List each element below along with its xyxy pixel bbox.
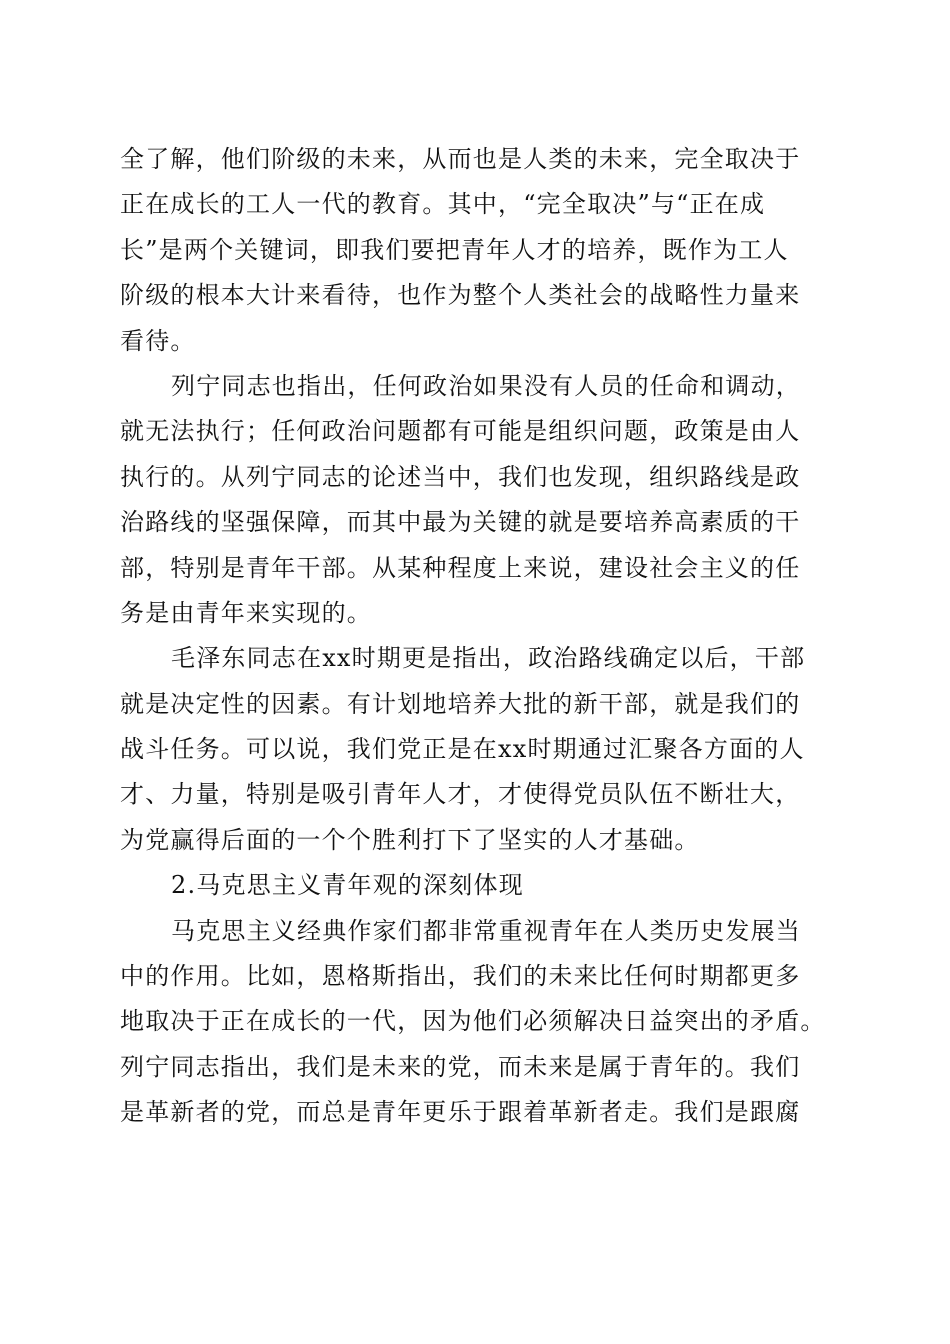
text-line: 战斗任务。可以说，我们党正是在xx时期通过汇聚各方面的人: [120, 735, 805, 764]
text-line: 正在成长的工人一代的教育。其中，“完全取决”与“正在成: [120, 190, 766, 219]
text-line: 列宁同志指出，我们是未来的党，而未来是属于青年的。我们: [120, 1052, 801, 1081]
text-line: 务是由青年来实现的。: [120, 598, 372, 627]
text-line: 是革新者的党，而总是青年更乐于跟着革新者走。我们是跟腐: [120, 1098, 801, 1127]
paragraph-start-line: 马克思主义经典作家们都非常重视青年在人类历史发展当: [171, 916, 801, 945]
text-line: 才、力量，特别是吸引青年人才，才使得党员队伍不断壮大，: [120, 780, 801, 809]
text-line: 部，特别是青年干部。从某种程度上来说，建设社会主义的任: [120, 553, 801, 582]
paragraph-start-line: 毛泽东同志在xx时期更是指出，政治路线确定以后，干部: [171, 644, 806, 673]
text-line: 阶级的根本大计来看待，也作为整个人类社会的战略性力量来: [120, 281, 801, 310]
paragraph-start-line: 列宁同志也指出，任何政治如果没有人员的任命和调动，: [171, 371, 801, 400]
document-body: [120, 137, 840, 1136]
text-line: 全了解，他们阶级的未来，从而也是人类的未来，完全取决于: [120, 145, 801, 173]
text-line: 就无法执行；任何政治问题都有可能是组织问题，政策是由人: [120, 417, 801, 446]
text-line: 地取决于正在成长的一代，因为他们必须解决日益突出的矛盾。: [120, 1007, 826, 1036]
text-line: 治路线的坚强保障，而其中最为关键的就是要培养高素质的干: [120, 508, 801, 537]
text-line: 看待。: [120, 326, 196, 355]
text-line: 执行的。从列宁同志的论述当中，我们也发现，组织路线是政: [120, 462, 801, 491]
section-heading: 2.马克思主义青年观的深刻体现: [171, 871, 524, 900]
text-line: 为党赢得后面的一个个胜利打下了坚实的人才基础。: [120, 825, 700, 854]
text-line: 就是决定性的因素。有计划地培养大批的新干部，就是我们的: [120, 689, 801, 718]
text-line: 长”是两个关键词，即我们要把青年人才的培养，既作为工人: [120, 235, 789, 264]
text-line: 中的作用。比如，恩格斯指出，我们的未来比任何时期都更多: [120, 962, 801, 991]
